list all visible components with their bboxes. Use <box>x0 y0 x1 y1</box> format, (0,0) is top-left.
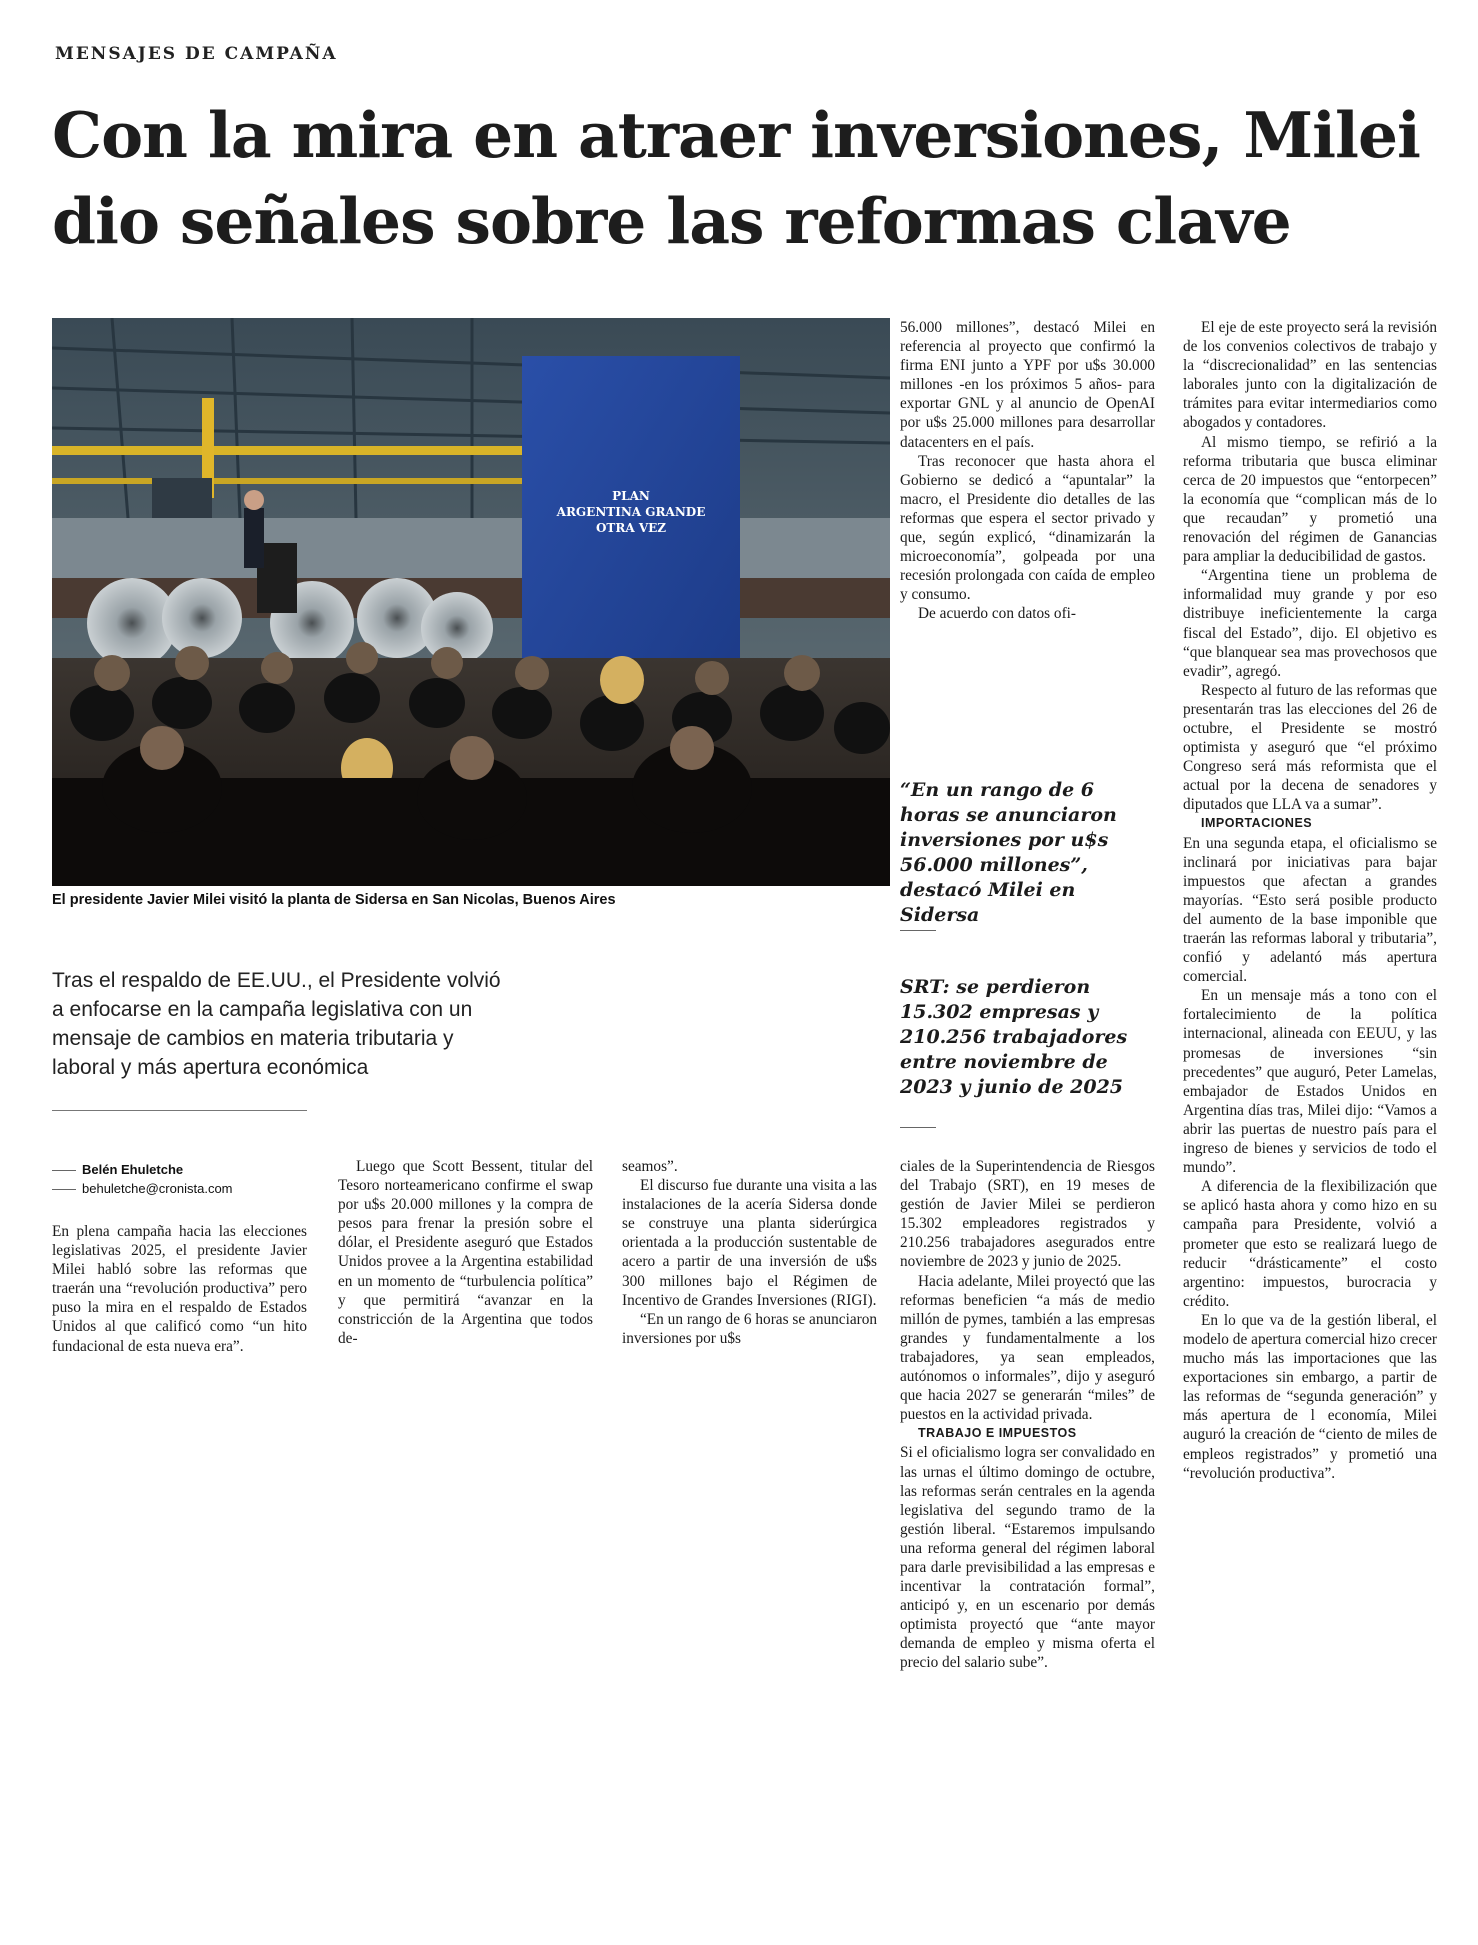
deck-divider <box>52 1110 307 1111</box>
col4-paragraph: 56.000 millones”, destacó Milei en referencia al proyecto que confirmó la firma ENI junto a YPF por u$s 30.000 millones -en los próximos 5 años- para exportar GNL y al anuncio de OpenAI por u$s 25.000 millones para desarrollar datacenters en el país. <box>900 319 1155 451</box>
col5-paragraph: En una segunda etapa, el oficialismo se inclinará por iniciativas para bajar impuestos que afectan a grandes mayorías. “Esto será posible producto del aumento de la base imponible que traerán las reformas laboral y tributaria”, confió y adelantó más apertura comercial. <box>1183 834 1437 986</box>
pull-quote-2: SRT: se perdieron 15.302 empresas y 210.256 trabajadores entre noviembre de 2023 y junio de 2025 <box>900 976 1128 1098</box>
screen-text-2: ARGENTINA GRANDE <box>556 505 706 519</box>
col1-paragraph: En plena campaña hacia las elecciones legislativas 2025, el presidente Javier Milei habló sobre las reformas que traerán una “revolución productiva” pero puso la mira en el respaldo de Estados Unidos al que calificó como “un hito fundacional de esta nueva era”. <box>52 1223 307 1355</box>
column-2 <box>338 1157 593 1348</box>
screen-text-1: PLAN <box>612 489 650 503</box>
col5-paragraph: A diferencia de la flexibilización que se aplicó hasta ahora y como hizo en su campaña para Presidente, volvió a prometer que esto se realizará luego de reducir “drásticamente” el costo argentino: impuestos, burocracia y crédito. <box>1183 1178 1437 1310</box>
subhead-trabajo: TRABAJO E IMPUESTOS <box>918 1426 1077 1441</box>
section-kicker: MENSAJES DE CAMPAÑA <box>55 44 338 64</box>
column-4-bottom <box>900 1157 1155 1673</box>
col5-paragraph: El eje de este proyecto será la revisión de los convenios colectivos de trabajo y la “discrecionalidad” en las sentencias laborales junto con la digitalización de trámites para evitar intermediarios como abogados y contadores. <box>1183 319 1437 432</box>
col4-paragraph: Si el oficialismo logra ser convalidado en las urnas el último domingo de octubre, las reformas serán centrales en la agenda legislativa del segundo tramo de la gestión liberal. “Estaremos impulsando una reforma general del régimen laboral para darle previsibilidad a las empresas e incentivar la contratación formal”, anticipó y, en un escenario por demás optimista proyectó que “ante mayor demanda de empleo y misma oferta el precio del salario sube”. <box>900 1444 1155 1672</box>
deck-subtitle: Tras el respaldo de EE.UU., el Presidente volvió a enfocarse en la campaña legislativa con un mensaje de cambios en materia tributaria y laboral y más apertura económica <box>52 969 501 1079</box>
article-photo <box>52 318 890 886</box>
col2-paragraph: Luego que Scott Bessent, titular del Tesoro norteamericano confirme el swap por u$s 20.000 millones y la compra de pesos para frenar la presión sobre el dólar, el Presidente aseguró que Estados Unidos provee a la Argentina estabilidad en un momento de “turbulencia política” y que permitirá “avanzar en la constricción de la Argentina que todos de- <box>338 1158 593 1347</box>
photo-illustration <box>52 318 890 886</box>
column-1 <box>52 1222 307 1356</box>
pull-quote-1: “En un rango de 6 horas se anunciaron inversiones por u$s 56.000 millones”, destacó Milei en Sidersa <box>900 779 1117 926</box>
photo-caption: El presidente Javier Milei visitó la planta de Sidersa en San Nicolas, Buenos Aires <box>52 892 616 908</box>
column-4-top <box>900 318 1155 624</box>
screen-text-3: OTRA VEZ <box>595 521 667 535</box>
col3-paragraph: El discurso fue durante una visita a las instalaciones de la acería Sidersa donde se construye una planta siderúrgica orientada a la producción sustentable de acero a partir de una inversión de u$s 300 millones bajo el Régimen de Incentivo de Grandes Inversiones (RIGI). <box>622 1177 877 1309</box>
col5-paragraph: En un mensaje más a tono con el fortalecimiento de la política internacional, alineada con EEUU, y las promesas de inversiones “sin precedentes” que auguró, Peter Lamelas, embajador de Estados Unidos en Argentina días tras, Milei dijo: “Vamos a abrir las puertas de nuestro país para el ingreso de bienes y servicios de todo el mundo”. <box>1183 987 1437 1177</box>
col4-paragraph: Tras reconocer que hasta ahora el Gobierno se dedicó a “apuntalar” la macro, el Presidente dio detalles de las reformas que espera el sector privado y que, según explicó, “dinamizarán la microeconomía”, golpeada por una recesión prolongada con caída de empleo y consumo. <box>900 452 1155 604</box>
headline: Con la mira en atraer inversiones, Milei dio señales sobre las reformas clave <box>52 98 1420 258</box>
column-5 <box>1183 318 1437 1483</box>
col5-paragraph: En lo que va de la gestión liberal, el modelo de apertura comercial hizo crecer mucho más las importaciones que las exportaciones sin embargo, a partir de las reformas de “segunda generación” y más apertura de l economía, Milei auguró la creación de “ciento de miles de empleos registrados” y prometió una “revolución productiva”. <box>1183 1311 1437 1482</box>
pull-quote-rule <box>900 1127 936 1128</box>
subhead-importaciones: IMPORTACIONES <box>1201 816 1313 831</box>
col5-paragraph: “Argentina tiene un problema de informalidad muy grande y por eso distribuye ineficientemente la carga fiscal del Estado”, dijo. El objetivo es “que blanquear sea mas provechosos que evadir”, agregó. <box>1183 567 1437 680</box>
col3-paragraph: “En un rango de 6 horas se anunciaron inversiones por u$s <box>622 1310 877 1347</box>
author-email: behuletche@cronista.com <box>82 1181 233 1196</box>
col5-paragraph: Al mismo tiempo, se refirió a la reforma tributaria que busca eliminar cerca de 20 impuestos que “entorpecen” la economía que “complican más de lo que recaudan” y prometió una renovación del régimen de Ganancias para ampliar la deducibilidad de gastos. <box>1183 433 1437 566</box>
col4-paragraph: ciales de la Superintendencia de Riesgos del Trabajo (SRT), en 19 meses de gestión de Javier Milei se perdieron 15.302 empleadores registrados y 210.256 trabajadores asegurados entre noviembre de 2023 y junio de 2025. <box>900 1158 1155 1271</box>
pull-quote-rule <box>900 930 936 931</box>
author-name: Belén Ehuletche <box>82 1162 184 1177</box>
col4-paragraph: Hacia adelante, Milei proyectó que las reformas beneficien “a más de medio millón de pymes, también a las empresas grandes y fundamentalmente a los trabajadores, ya sean empleados, autónomos o informales”, dijo y aseguró que hacia 2027 se generarán “miles” de puestos en la actividad privada. <box>900 1272 1155 1424</box>
col3-paragraph: seamos”. <box>622 1158 678 1175</box>
byline <box>52 1162 233 1196</box>
col4-paragraph: De acuerdo con datos ofi- <box>918 605 1077 623</box>
column-3 <box>622 1157 877 1348</box>
col5-paragraph: Respecto al futuro de las reformas que presentarán tras las elecciones del 26 de octubre, el Presidente se mostró optimista y aseguró que “el próximo Congreso será más reformista que el actual por la decena de senadores y diputados que LLA va a sumar”. <box>1183 681 1437 814</box>
